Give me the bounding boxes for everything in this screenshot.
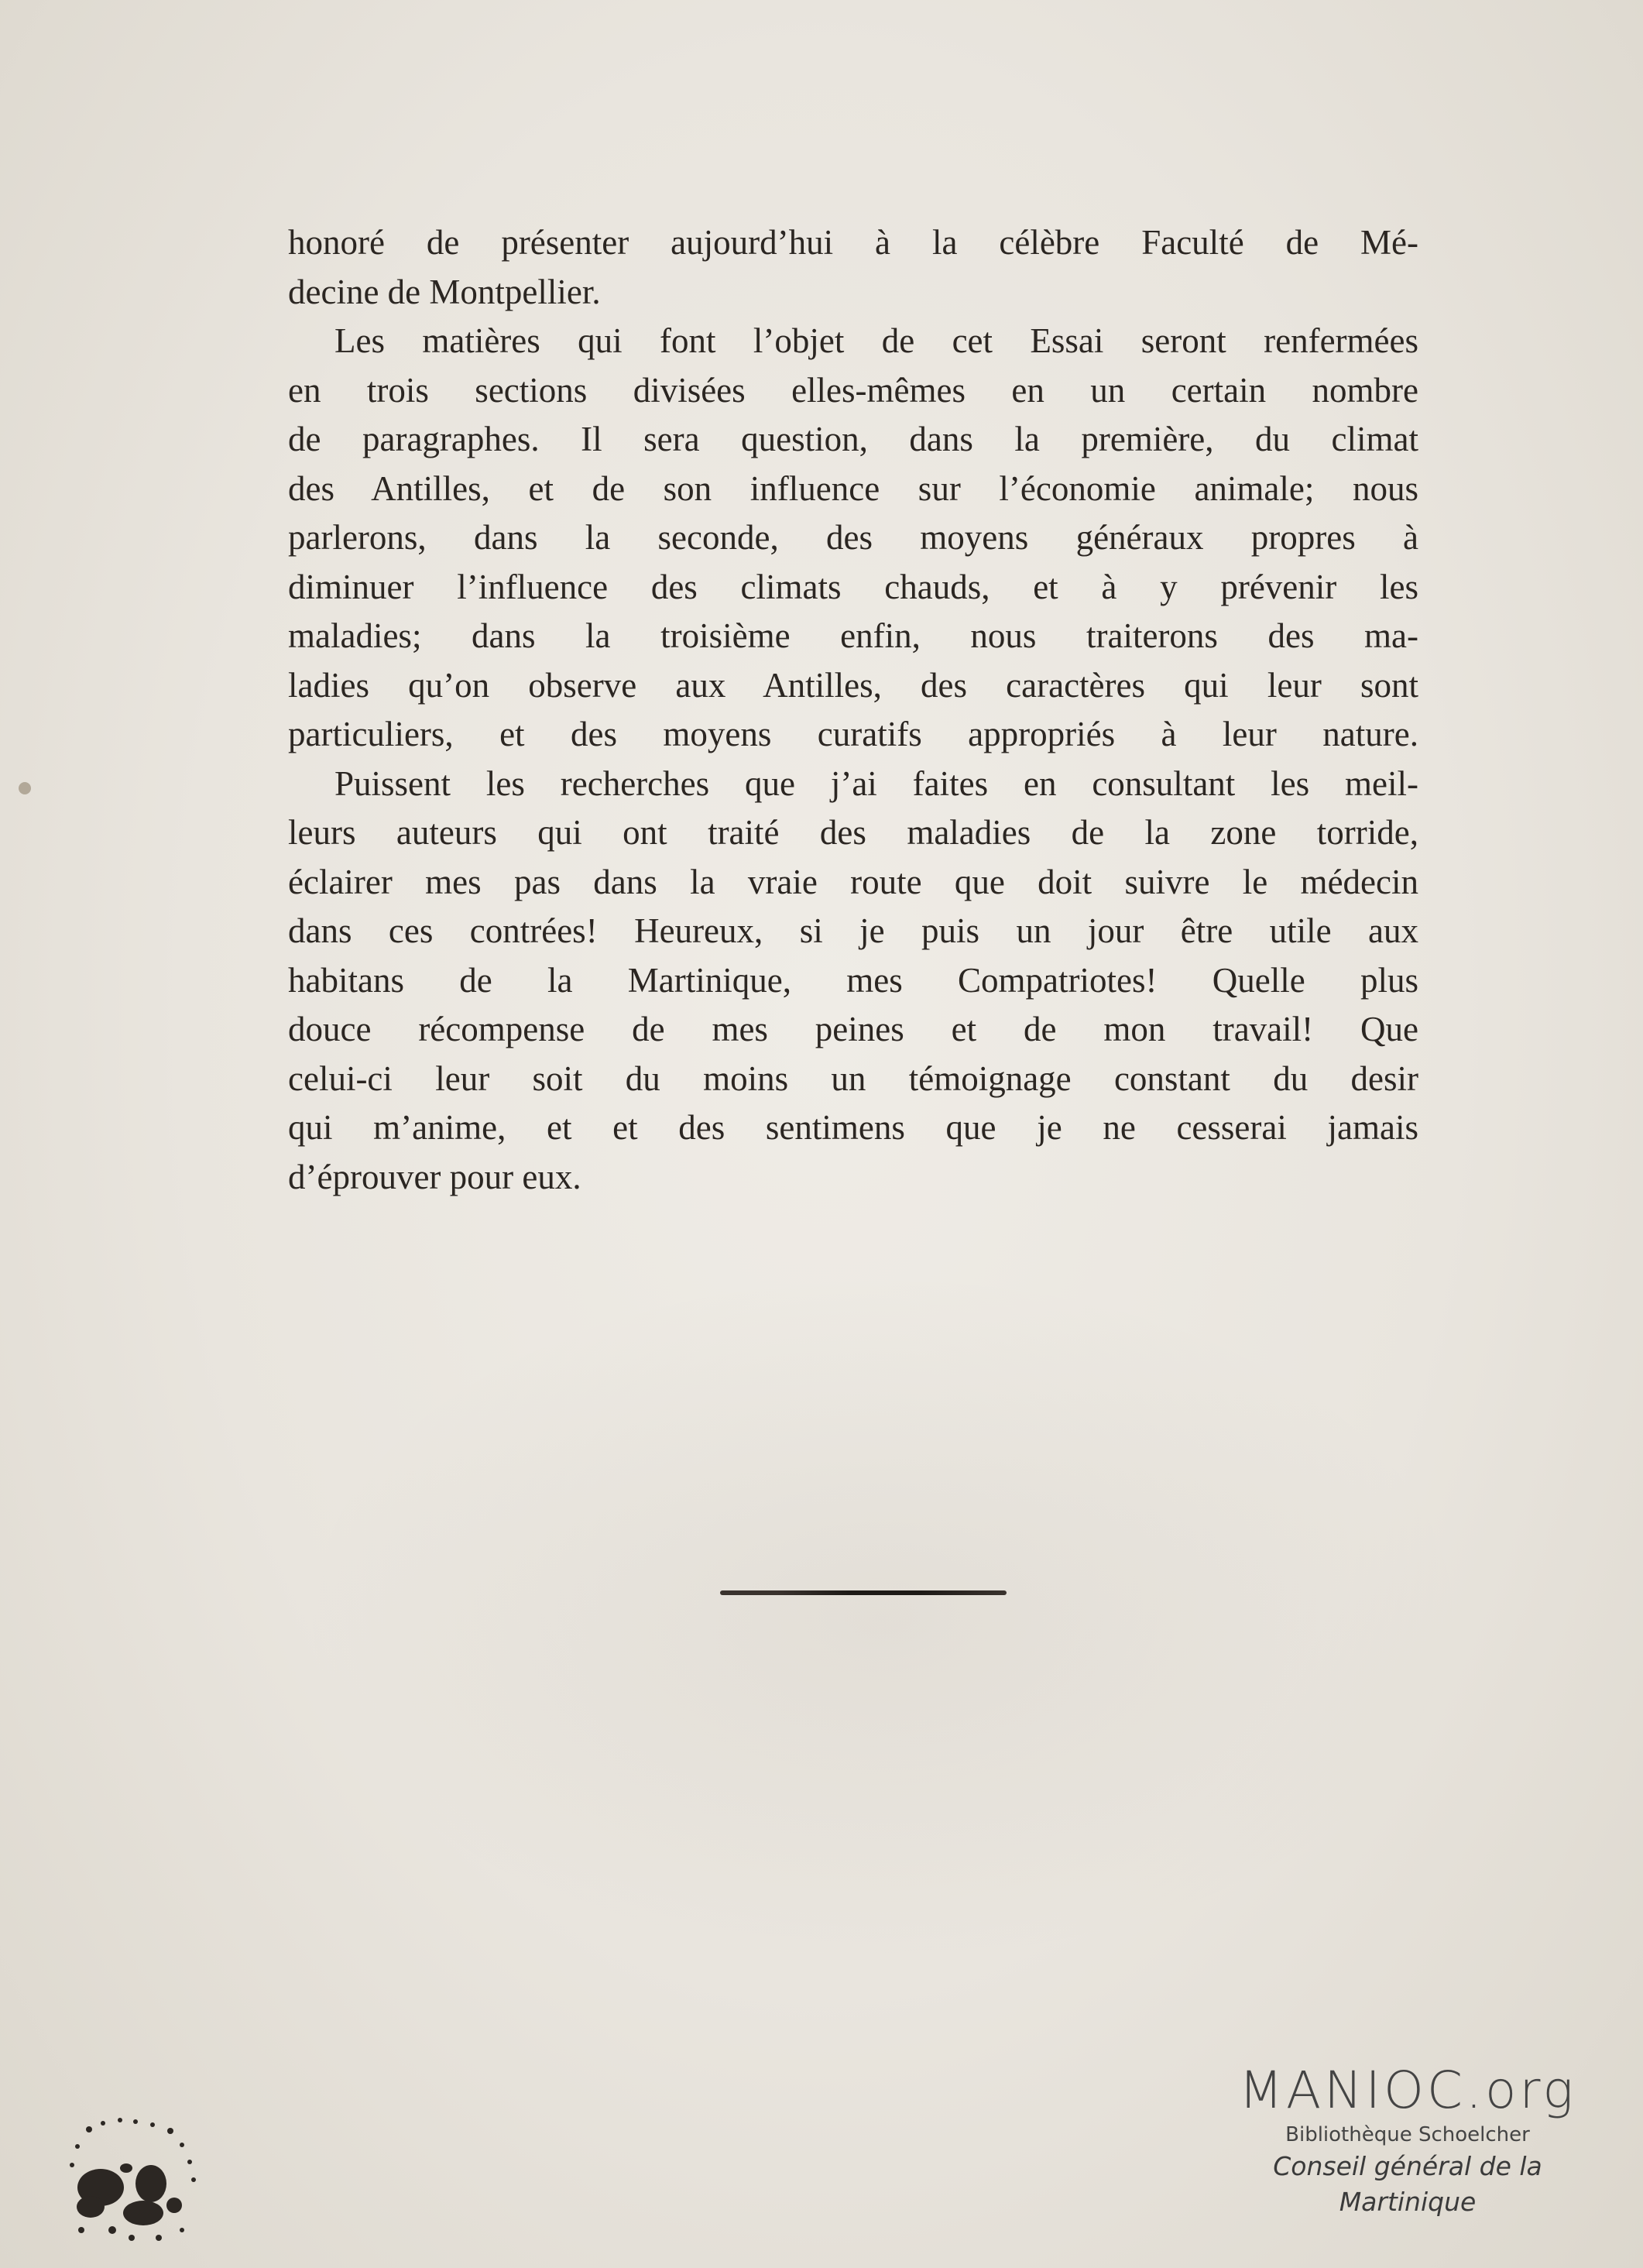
- library-stamp-icon: [58, 2114, 228, 2261]
- text-line: decine de Montpellier.: [288, 272, 601, 311]
- end-rule-divider: [720, 1590, 1007, 1595]
- text-line: éclairer mes pas dans la vraie route que doit suivre le médecin: [288, 862, 1418, 901]
- text-line: celui-ci leur soit du moins un témoignage constant du desir: [288, 1059, 1418, 1098]
- manioc-watermark: [1206, 2060, 1609, 2220]
- text-line: habitans de la Martinique, mes Compatriotes! Quelle plus: [288, 960, 1418, 1000]
- text-line: d’éprouver pour eux.: [288, 1157, 581, 1196]
- text-line: dans ces contrées! Heureux, si je puis un jour être utile aux: [288, 911, 1418, 950]
- watermark-institution: Conseil général de la Martinique: [1273, 2151, 1542, 2217]
- paper-stain: [19, 782, 31, 794]
- text-line: douce récompense de mes peines et de mon travail! Que: [288, 1010, 1418, 1048]
- text-line: diminuer l’influence des climats chauds, et à y prévenir les: [288, 567, 1418, 606]
- text-line: Puissent les recherches que j’ai faites en consultant les meil-: [334, 763, 1418, 803]
- text-line: parlerons, dans la seconde, des moyens généraux propres à: [288, 518, 1418, 557]
- text-line: particuliers, et des moyens curatifs appropriés à leur nature.: [288, 715, 1418, 753]
- page-body-text: [288, 218, 1418, 1202]
- text-line: ladies qu’on observe aux Antilles, des caractères qui leur sont: [288, 665, 1418, 705]
- text-line: leurs auteurs qui ont traité des maladies de la zone torride,: [288, 813, 1418, 852]
- manioc-logo: MANIOC.org: [1239, 2060, 1576, 2120]
- text-line: de paragraphes. Il sera question, dans la première, du climat: [288, 420, 1418, 458]
- show-through-texture: [294, 1270, 1471, 1967]
- text-line: en trois sections divisées elles-mêmes en un certain nombre: [288, 370, 1418, 410]
- text-line: qui m’anime, et et des sentimens que je ne cesserai jamais: [288, 1108, 1418, 1147]
- text-line: des Antilles, et de son influence sur l’économie animale; nous: [288, 468, 1418, 508]
- text-line: Les matières qui font l’objet de cet Essai seront renfermées: [334, 321, 1418, 360]
- text-line: honoré de présenter aujourd’hui à la célèbre Faculté de Mé-: [288, 223, 1418, 262]
- text-line: maladies; dans la troisième enfin, nous traiterons des ma-: [288, 616, 1418, 655]
- watermark-library-name: Bibliothèque Schoelcher: [1285, 2123, 1530, 2146]
